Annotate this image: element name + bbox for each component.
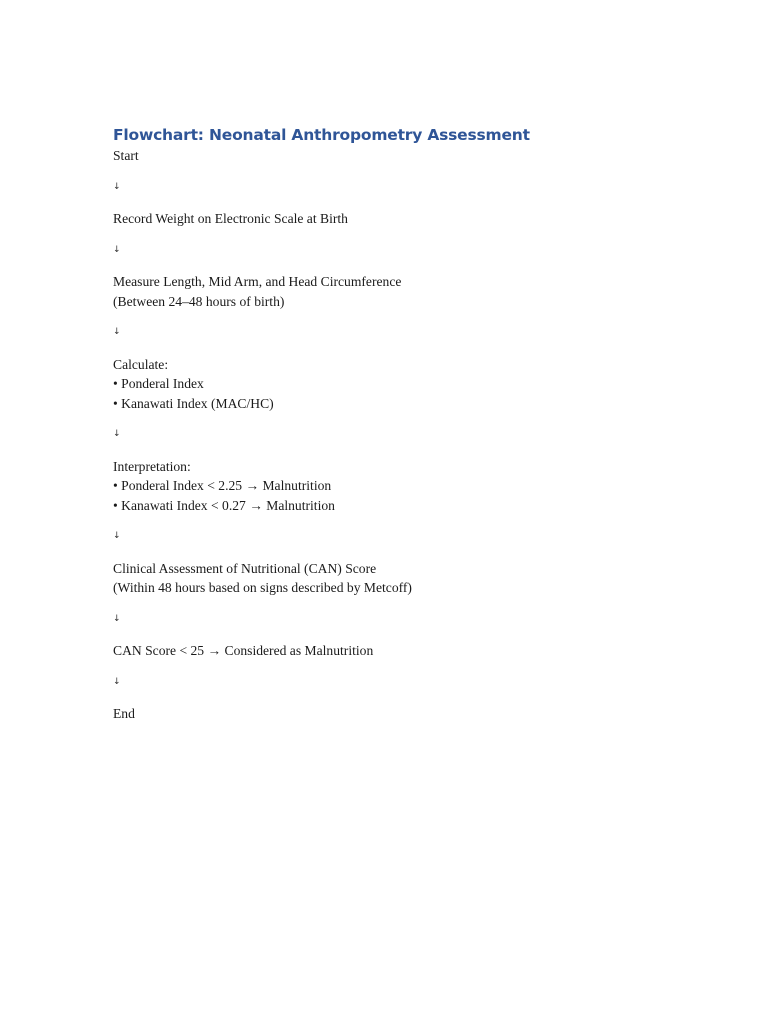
step-can-score-note: (Within 48 hours based on signs described by Metcoff) (113, 580, 412, 595)
step-calculate-heading: Calculate: (113, 356, 169, 372)
down-arrow-icon: ↓ (113, 429, 121, 439)
down-arrow-icon: ↓ (113, 327, 121, 337)
step-can-threshold: CAN Score < 25 → Considered as Malnutrition (113, 643, 374, 658)
step-end: End (113, 706, 135, 721)
step-interpretation-item: • Kanawati Index < 0.27 → Malnutrition (113, 497, 335, 513)
down-arrow-icon: ↓ (113, 613, 121, 624)
step-measure-note: (Between 24–48 hours of birth) (113, 293, 285, 309)
step-measure-line: Measure Length, Mid Arm, and Head Circumference (113, 274, 402, 289)
down-arrow-icon: ↓ (113, 181, 121, 192)
step-interpretation-heading: Interpretation: (113, 458, 191, 474)
step-calculate (113, 355, 673, 414)
step-interpretation-item: • Ponderal Index < 2.25 → Malnutrition (113, 478, 332, 493)
document-page (113, 124, 673, 724)
step-can-score (113, 559, 673, 598)
step-record-weight: Record Weight on Electronic Scale at Birth (113, 211, 348, 226)
step-calculate-item: • Kanawati Index (MAC/HC) (113, 395, 274, 411)
down-arrow-icon: ↓ (113, 676, 121, 687)
document-title: Flowchart: Neonatal Anthropometry Assessment (113, 126, 530, 144)
step-can-score-line: Clinical Assessment of Nutritional (CAN) Score (113, 560, 377, 576)
step-start: Start (113, 148, 139, 163)
step-calculate-item: • Ponderal Index (113, 376, 204, 391)
down-arrow-icon: ↓ (113, 531, 121, 541)
step-measure (113, 272, 673, 311)
down-arrow-icon: ↓ (113, 244, 121, 255)
step-interpretation (113, 457, 673, 516)
